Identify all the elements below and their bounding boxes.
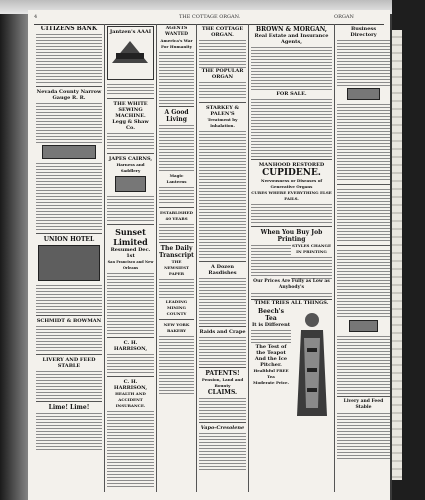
for-sale-title: FOR SALE.	[276, 91, 307, 97]
directory-text-5	[337, 334, 390, 394]
hotel-illustration	[38, 245, 100, 281]
manhood-title: MANHOOD RESTORED	[258, 162, 325, 168]
test-title: The Test of the Teapot And the Ice Pitcher.	[254, 344, 288, 368]
established-text	[159, 222, 194, 240]
sewing-text	[107, 131, 154, 151]
good-living-title: A Good Living	[164, 109, 189, 123]
cairns-title: JAPES CAIRNS,	[108, 156, 153, 162]
railroad-title: Nevada County Narrow Gauge R. R.	[36, 89, 102, 101]
scan-left-edge	[0, 0, 30, 500]
cottage-title: THE COTTAGE ORGAN.	[201, 26, 244, 38]
agents-title: AGENTS WANTED	[164, 26, 189, 37]
column-2	[107, 26, 154, 492]
times-title: TIME TRIES ALL THINGS.	[254, 300, 329, 306]
knife-illustration	[108, 35, 153, 71]
nervousness-title: Nervousness or Diseases of Generative Organs	[260, 178, 323, 189]
patents-title: PATENTS!	[205, 370, 240, 377]
raids-title: Raids and Crape	[199, 329, 246, 335]
cures-title: CURES WHERE EVERYTHING ELSE FAILS.	[251, 190, 332, 201]
good-living-text	[159, 123, 194, 173]
popular-text	[199, 80, 246, 100]
daily-text	[159, 277, 194, 299]
cupidene-text	[251, 202, 332, 224]
popular-title: THE POPULAR ORGAN	[201, 68, 244, 80]
column-4	[199, 26, 246, 492]
livery-title: LIVERY AND FEED STABLE	[42, 357, 96, 369]
daily-title: The Daily Transcript	[159, 245, 194, 259]
harness-title: Harness and Saddlery	[116, 162, 145, 173]
directory-text-2	[337, 102, 390, 182]
war-title: America's War For Humanity	[160, 38, 193, 49]
legg-shaw: Legg & Shaw Co.	[112, 119, 149, 131]
styles-title: STYLES CHANGE IN PRINTING	[291, 243, 332, 254]
sunset-title: Sunset Limited	[113, 227, 148, 247]
insurance-text	[107, 409, 154, 489]
column-rule	[334, 24, 335, 492]
different-title: It is Different	[251, 322, 291, 328]
bank-text	[36, 32, 102, 84]
horse-illustration	[115, 176, 146, 192]
insurance-title: HEALTH AND ACCIDENT INSURANCE.	[115, 391, 146, 408]
beech-tea-ad	[251, 299, 332, 428]
timetable	[36, 101, 102, 143]
claims-text	[199, 396, 246, 420]
hotel-text	[36, 283, 102, 313]
raids-text	[199, 335, 246, 365]
livery-title-2: Livery and Feed Stable	[343, 399, 384, 410]
train-illustration	[42, 145, 96, 159]
bank-title: CITIZENS BANK	[40, 26, 98, 32]
real-estate-title: Real Estate and Insurance Agents,	[254, 33, 329, 45]
directory-text-3	[337, 187, 390, 243]
directory-text-4	[337, 248, 390, 318]
column-5	[251, 26, 332, 492]
styles-text	[291, 255, 332, 279]
page-header	[34, 14, 384, 25]
header-center: THE COTTAGE ORGAN.	[179, 14, 241, 20]
cottage-text	[199, 38, 246, 68]
knife-ad	[107, 26, 154, 80]
magic-text	[159, 185, 194, 205]
page-number: 4	[34, 14, 38, 20]
column-rule	[248, 24, 249, 492]
hotel-title: UNION HOTEL	[43, 236, 95, 243]
starkey-text	[199, 129, 246, 259]
header-right: ORGAN	[334, 14, 354, 20]
bakery-title: NEW YORK BAKERY	[163, 322, 190, 333]
treatment-title: Treatment by Inhalation.	[207, 117, 238, 128]
column-rule	[196, 24, 197, 492]
directory-text-1	[337, 38, 390, 86]
schmidt-text	[36, 324, 102, 352]
tea-man-illustration	[293, 308, 331, 420]
next-page-edge	[392, 30, 402, 480]
harness-text	[107, 194, 154, 222]
bakery-text	[159, 334, 194, 394]
column-rule	[156, 24, 157, 492]
moderate-title: Moderate Price.	[253, 380, 289, 385]
column-rule	[104, 24, 105, 492]
brown-text	[251, 45, 332, 91]
directory-text-6	[337, 411, 390, 461]
tea-title: Tea	[265, 315, 277, 322]
claims-title: CLAIMS.	[207, 389, 238, 396]
brown-morgan-title: BROWN & MORGAN,	[256, 26, 327, 33]
agents-text	[159, 50, 194, 104]
beech-text	[251, 328, 291, 344]
directory-title: Business Directory	[350, 26, 377, 38]
pension-title: Pension, Land and Bounty	[201, 377, 244, 388]
low-prices-text	[251, 291, 332, 299]
white-title: THE WHITE	[113, 101, 148, 107]
magic-title: Magic Lanterns	[166, 173, 187, 184]
established-title: ESTABLISHED 40 YEARS	[159, 210, 194, 221]
resumed-text: Resumed Dec. 1st	[110, 247, 151, 259]
for-sale-text	[251, 97, 332, 157]
schmidt-title: SCHMIDT & BOWMAN	[36, 318, 102, 324]
column-1	[36, 26, 102, 492]
vapo-title: Vapo-Cresolene	[200, 425, 245, 431]
vapo-text	[199, 431, 246, 471]
column-3	[159, 26, 194, 492]
free-tea-title: Healthful FREE Tea	[253, 368, 289, 379]
cupidene-title: CUPIDENE.	[262, 168, 321, 178]
job-printing-block	[251, 243, 332, 279]
starkey-title: STARKEY & PALEN'S	[205, 105, 240, 117]
harrison-text-1	[107, 352, 154, 374]
job-printing-text	[251, 243, 291, 277]
sunset-text	[107, 271, 154, 335]
knife-ad-title: Jantzen's AAAI	[109, 29, 152, 35]
column-6	[337, 26, 390, 492]
harrison-title-1: C. H. HARRISON,	[113, 340, 148, 352]
job-printing-title: When You Buy Job Printing	[260, 229, 323, 243]
railroad-text	[36, 161, 102, 231]
knife-ad-text	[107, 82, 154, 96]
newsiest-text: THE NEWSIEST PAPER	[164, 259, 189, 276]
lime-title: Lime! Lime!	[48, 404, 90, 411]
beech-title: Beech's	[258, 308, 284, 315]
leading-text: LEADING MINING COUNTY	[165, 299, 188, 316]
livery-text	[36, 369, 102, 399]
low-prices-title: Our Prices Are Fully as Low as Anybody's	[253, 279, 330, 290]
lime-text	[36, 411, 102, 451]
harrison-title-2: C. H. HARRISON,	[113, 379, 148, 391]
sewing-title: SEWING MACHINE.	[115, 107, 146, 119]
dozen-text	[199, 276, 246, 324]
small-illustration-2	[349, 320, 378, 332]
route-text: San Francisco and New Orleans	[107, 260, 154, 270]
dozen-title: A Dozen Rasdishes	[208, 264, 237, 276]
small-illustration	[347, 88, 380, 100]
